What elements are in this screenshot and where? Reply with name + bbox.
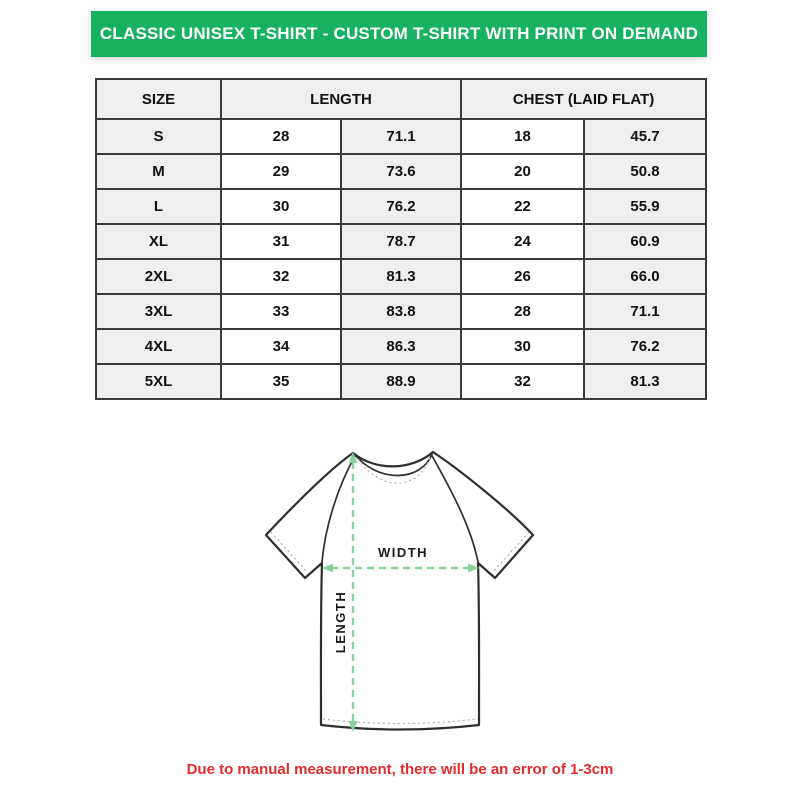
chest-inches-cell: 24 — [461, 224, 584, 259]
chest-cm-cell: 81.3 — [584, 364, 706, 399]
table-row — [96, 259, 706, 294]
size-cell: XL — [96, 224, 221, 259]
table-row — [96, 294, 706, 329]
table-row — [96, 119, 706, 154]
chest-cm-cell: 50.8 — [584, 154, 706, 189]
size-table — [95, 78, 707, 400]
table-header-row — [96, 79, 706, 119]
length-inches-cell: 33 — [221, 294, 341, 329]
chest-inches-cell: 18 — [461, 119, 584, 154]
length-cm-cell: 86.3 — [341, 329, 461, 364]
banner-title: CLASSIC UNISEX T-SHIRT - CUSTOM T-SHIRT WITH PRINT ON DEMAND — [99, 24, 699, 43]
size-cell: 2XL — [96, 259, 221, 294]
length-inches-cell: 35 — [221, 364, 341, 399]
length-cm-cell: 71.1 — [341, 119, 461, 154]
size-cell: M — [96, 154, 221, 189]
header-size: SIZE — [96, 79, 221, 119]
chest-cm-cell: 55.9 — [584, 189, 706, 224]
table-row — [96, 189, 706, 224]
length-label: LENGTH — [333, 590, 348, 654]
chest-inches-cell: 20 — [461, 154, 584, 189]
chest-cm-cell: 60.9 — [584, 224, 706, 259]
chest-inches-cell: 32 — [461, 364, 584, 399]
header-chest: CHEST (LAID FLAT) — [461, 79, 706, 119]
tshirt-diagram — [245, 440, 555, 740]
length-cm-cell: 76.2 — [341, 189, 461, 224]
chest-inches-cell: 26 — [461, 259, 584, 294]
length-inches-cell: 32 — [221, 259, 341, 294]
header-length: LENGTH — [221, 79, 461, 119]
length-cm-cell: 78.7 — [341, 224, 461, 259]
chest-cm-cell: 76.2 — [584, 329, 706, 364]
table-row — [96, 224, 706, 259]
chest-inches-cell: 22 — [461, 189, 584, 224]
size-cell: 4XL — [96, 329, 221, 364]
length-cm-cell: 88.9 — [341, 364, 461, 399]
chest-cm-cell: 71.1 — [584, 294, 706, 329]
size-cell: 5XL — [96, 364, 221, 399]
size-cell: 3XL — [96, 294, 221, 329]
tshirt-outline — [266, 452, 533, 730]
tshirt-illustration — [245, 440, 555, 740]
measurement-disclaimer: Due to manual measurement, there will be an error of 1-3cm — [186, 761, 614, 778]
length-cm-cell: 83.8 — [341, 294, 461, 329]
length-inches-cell: 30 — [221, 189, 341, 224]
width-label: WIDTH — [377, 545, 429, 560]
length-inches-cell: 28 — [221, 119, 341, 154]
size-cell: L — [96, 189, 221, 224]
chest-inches-cell: 30 — [461, 329, 584, 364]
chest-inches-cell: 28 — [461, 294, 584, 329]
table-row — [96, 154, 706, 189]
banner — [91, 11, 707, 57]
table-row — [96, 329, 706, 364]
length-cm-cell: 81.3 — [341, 259, 461, 294]
length-inches-cell: 34 — [221, 329, 341, 364]
chest-cm-cell: 66.0 — [584, 259, 706, 294]
length-cm-cell: 73.6 — [341, 154, 461, 189]
table-body — [96, 119, 706, 399]
chest-cm-cell: 45.7 — [584, 119, 706, 154]
size-cell: S — [96, 119, 221, 154]
length-inches-cell: 29 — [221, 154, 341, 189]
length-inches-cell: 31 — [221, 224, 341, 259]
table-row — [96, 364, 706, 399]
